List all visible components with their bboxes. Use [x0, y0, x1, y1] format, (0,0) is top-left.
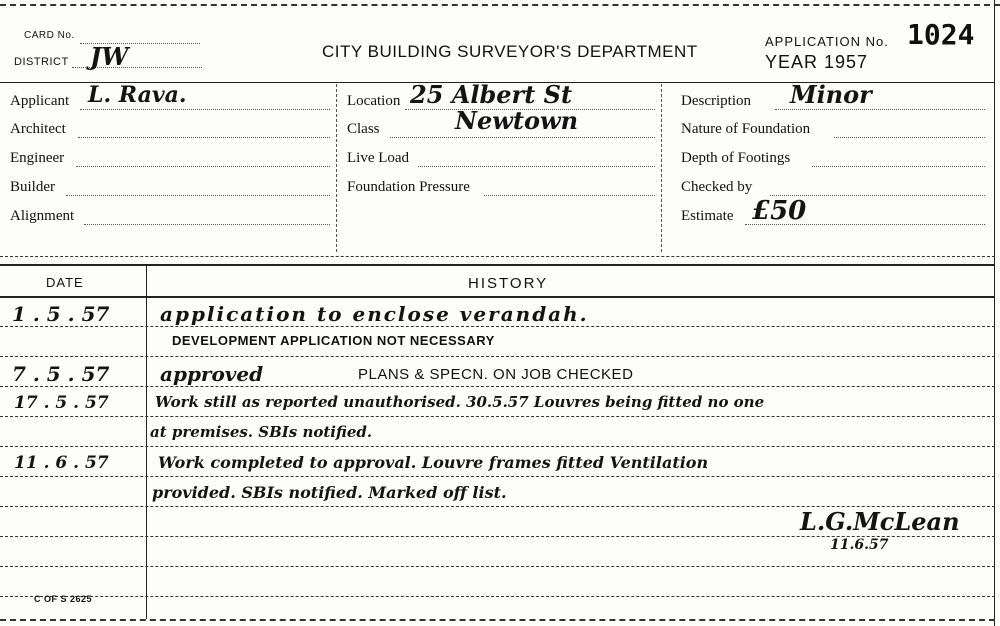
alignment-line [84, 224, 330, 225]
entry-text: approved [160, 362, 264, 386]
history-header-rule [0, 296, 995, 298]
architect-line [78, 137, 330, 138]
location-value: 25 Albert St [410, 80, 573, 109]
entry-date: 11 . 6 . 57 [14, 453, 109, 473]
applicant-line [80, 109, 330, 110]
entry-date: 1 . 5 . 57 [12, 302, 110, 326]
bottom-border [0, 619, 995, 621]
form-code: C OF S 2625 [34, 594, 93, 604]
stamp-development: DEVELOPMENT APPLICATION NOT NECESSARY [172, 333, 495, 348]
ruled-line [0, 476, 995, 477]
history-header: HISTORY [468, 275, 549, 292]
depth-of-footings-line [812, 166, 985, 167]
entry-text: provided. SBIs notified. Marked off list. [152, 483, 507, 502]
ruled-line [0, 416, 995, 417]
class-value: Newtown [455, 106, 579, 135]
applicant-value: L. Rava. [88, 82, 187, 108]
fields-divider [0, 256, 995, 257]
application-label: APPLICATION No. [765, 34, 889, 49]
ruled-line [0, 386, 995, 387]
description-value: Minor [790, 80, 872, 109]
alignment-label: Alignment [10, 208, 75, 224]
description-line [775, 109, 985, 110]
entry-text: Work completed to approval. Louvre frames fitted Ventilation [158, 453, 709, 472]
year-label: YEAR 1957 [765, 52, 869, 72]
entry-text: at premises. SBIs notified. [150, 423, 373, 441]
entry-text: Work still as reported unauthorised. 30.5.57 Louvres being fitted no one [155, 393, 765, 411]
estimate-value: £50 [752, 196, 807, 226]
foundation-pressure-line [484, 195, 655, 196]
builder-line [66, 195, 330, 196]
entry-date: 7 . 5 . 57 [12, 362, 110, 386]
live-load-line [418, 166, 655, 167]
district-value: JW [90, 42, 129, 71]
date-header: DATE [46, 275, 84, 290]
history-top-rule [0, 264, 995, 266]
engineer-line [76, 166, 330, 167]
engineer-label: Engineer [10, 150, 65, 166]
description-label: Description [681, 93, 751, 109]
stamp-plans-checked: PLANS & SPECN. ON JOB CHECKED [358, 366, 634, 383]
foundation-pressure-label: Foundation Pressure [347, 179, 470, 195]
nature-of-foundation-label: Nature of Foundation [681, 121, 811, 137]
ruled-line [0, 596, 995, 597]
live-load-label: Live Load [347, 150, 410, 166]
district-label: DISTRICT [14, 56, 69, 68]
builder-label: Builder [10, 179, 55, 195]
architect-label: Architect [10, 121, 66, 137]
applicant-label: Applicant [10, 93, 70, 109]
ruled-line [0, 326, 995, 327]
column-divider-2 [661, 84, 662, 252]
class-label: Class [347, 121, 380, 137]
card-no-label: CARD No. [24, 30, 75, 41]
ruled-line [0, 446, 995, 447]
location-label: Location [347, 93, 401, 109]
ruled-line [0, 566, 995, 567]
nature-of-foundation-line [834, 137, 985, 138]
signature-date: 11.6.57 [830, 537, 889, 553]
checked-by-label: Checked by [681, 179, 753, 195]
top-border [0, 4, 1000, 6]
application-number: 1024 [907, 18, 975, 51]
right-edge [994, 0, 995, 626]
depth-of-footings-label: Depth of Footings [681, 150, 791, 166]
ruled-line [0, 356, 995, 357]
column-divider-1 [336, 84, 337, 252]
entry-date: 17 . 5 . 57 [14, 393, 109, 413]
signature: L.G.McLean [800, 507, 960, 536]
class-line [390, 137, 655, 138]
estimate-label: Estimate [681, 208, 734, 224]
department-title: CITY BUILDING SURVEYOR'S DEPARTMENT [322, 42, 698, 61]
entry-text: application to enclose verandah. [160, 302, 589, 326]
